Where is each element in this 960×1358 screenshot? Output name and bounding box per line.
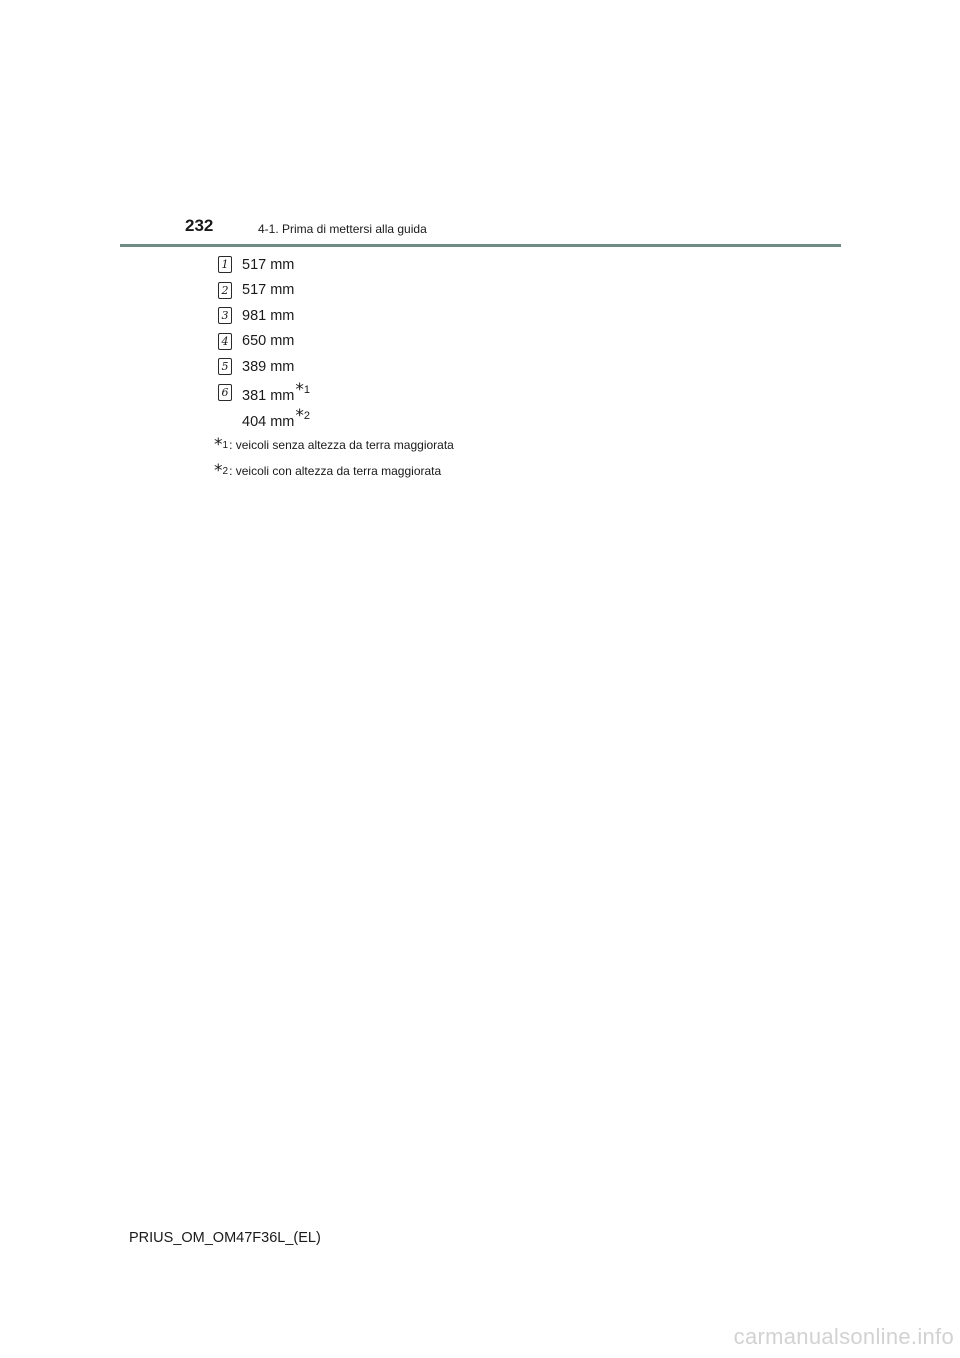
page-number: 232 — [185, 216, 214, 235]
list-item — [218, 252, 310, 278]
item-value — [242, 380, 310, 404]
item-value: 517 mm — [242, 282, 295, 299]
list-item-extra — [218, 405, 310, 431]
item-badge: 2 — [218, 282, 232, 299]
footnote — [214, 432, 454, 458]
item-badge: 1 — [218, 256, 232, 273]
footnote-text: : veicoli senza altezza da terra maggiorata — [229, 438, 454, 452]
item-badge: 6 — [218, 384, 232, 401]
footnote-ref: 2 — [303, 410, 311, 422]
footnote — [214, 458, 454, 484]
footnote-star: * — [214, 461, 223, 481]
footnote-ref: 2 — [222, 465, 229, 477]
footnotes — [214, 432, 454, 484]
section-title: 4-1. Prima di mettersi alla guida — [258, 222, 427, 236]
footnote-ref: 1 — [303, 384, 311, 397]
item-value: 517 mm — [242, 256, 295, 273]
watermark: carmanualsonline.info — [733, 1324, 954, 1349]
list-item — [218, 303, 310, 329]
header-rule — [120, 244, 841, 247]
list-item — [218, 354, 310, 380]
item-value-text: 404 mm — [242, 414, 295, 430]
footnote-star: * — [214, 435, 223, 455]
item-value — [242, 406, 310, 430]
item-value: 981 mm — [242, 307, 295, 324]
item-badge: 4 — [218, 333, 232, 350]
list-item — [218, 380, 310, 406]
footnote-text: : veicoli con altezza da terra maggiorata — [229, 464, 442, 478]
list-item — [218, 329, 310, 355]
item-badge: 5 — [218, 358, 232, 375]
item-value: 650 mm — [242, 333, 295, 350]
footer-code: PRIUS_OM_OM47F36L_(EL) — [129, 1230, 321, 1246]
list-item — [218, 278, 310, 304]
item-value-text: 381 mm — [242, 388, 295, 405]
dimension-list — [218, 252, 310, 431]
footnote-star: * — [295, 380, 304, 401]
item-value: 389 mm — [242, 358, 295, 375]
footnote-star: * — [295, 406, 304, 426]
item-badge: 3 — [218, 307, 232, 324]
footnote-ref: 1 — [222, 439, 229, 451]
